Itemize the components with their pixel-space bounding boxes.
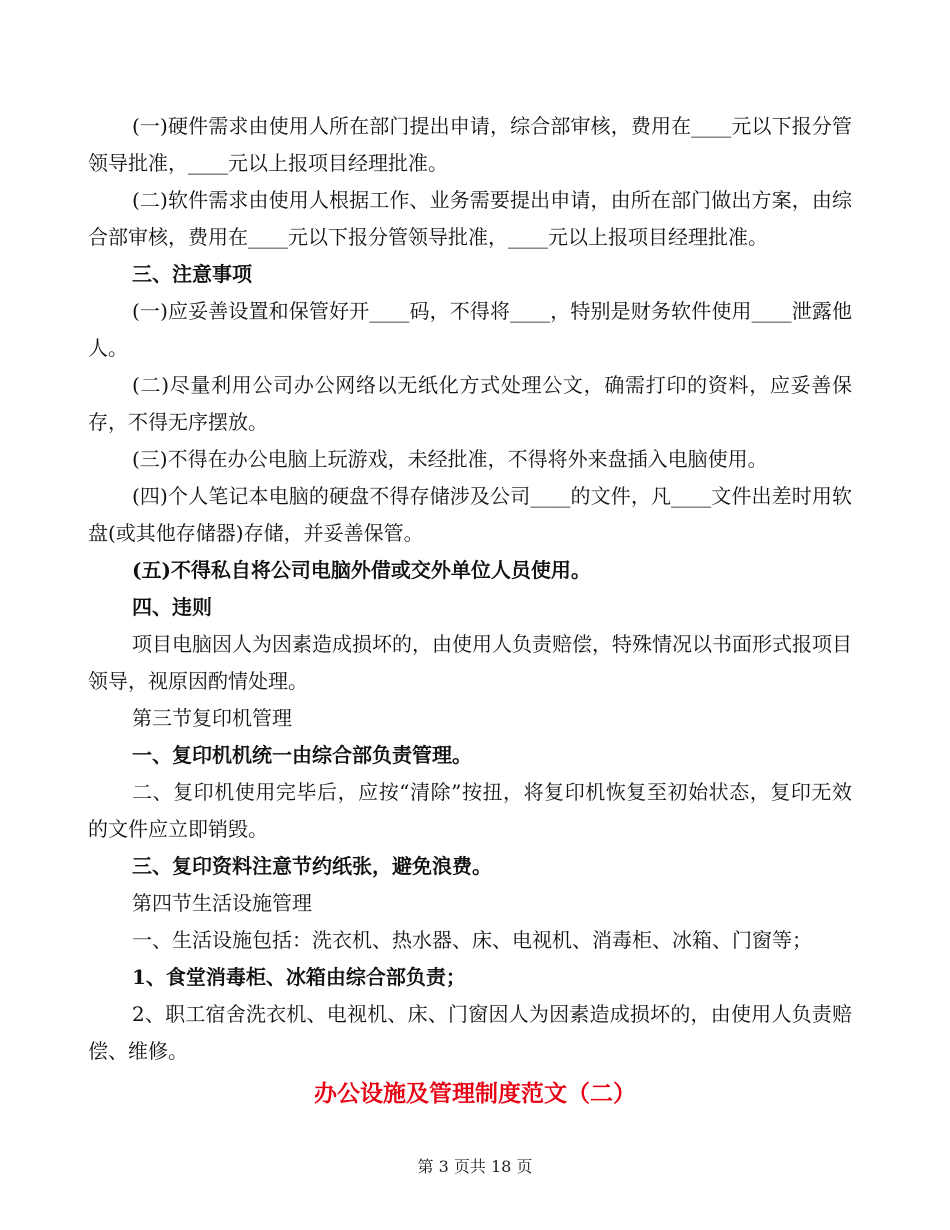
paragraph-dormitory: 2、职工宿舍洗衣机、电视机、床、门窗因人为因素造成损坏的，由使用人负责赔偿、维修。	[88, 1002, 852, 1063]
paragraph-paperless: (二)尽量利用公司办公网络以无纸化方式处理公文，确需打印的资料，应妥善保存，不得无序摆放。	[88, 373, 852, 434]
paragraph-canteen: 1、食堂消毒柜、冰箱由综合部负责；	[132, 965, 466, 989]
paragraph-software-request: (二)软件需求由使用人根据工作、业务需要提出申请，由所在部门做出方案，由综合部审核，费用在____元以下报分管领导批准，____元以上报项目经理批准。	[88, 188, 852, 249]
paragraph-no-games: (三)不得在办公电脑上玩游戏，未经批准，不得将外来盘插入电脑使用。	[132, 447, 768, 471]
paragraph-facilities-list: 一、生活设施包括：洗衣机、热水器、床、电视机、消毒柜、冰箱、门窗等；	[132, 928, 812, 952]
page-number: 第 3 页共 18 页	[417, 1157, 533, 1176]
paragraph-copier-reset: 二、复印机使用完毕后，应按“清除”按扭，将复印机恢复至初始状态，复印无效的文件应立即销毁。	[88, 780, 852, 841]
paragraph-no-lending: (五)不得私自将公司电脑外借或交外单位人员使用。	[132, 558, 591, 582]
paragraph-password: (一)应妥善设置和保管好开____码，不得将____，特别是财务软件使用____泄露他人。	[88, 299, 852, 360]
heading-copier-section: 第三节复印机管理	[132, 706, 292, 730]
paragraph-hardware-request: (一)硬件需求由使用人所在部门提出申请，综合部审核，费用在____元以下报分管领导批准，____元以上报项目经理批准。	[88, 114, 852, 175]
section-title: 办公设施及管理制度范文（二）	[314, 1081, 636, 1107]
paragraph-laptop-storage: (四)个人笔记本电脑的硬盘不得存储涉及公司____的文件，凡____文件出差时用软盘(或其他存储器)存储，并妥善保管。	[88, 484, 852, 545]
paragraph-damage-compensation: 项目电脑因人为因素造成损坏的，由使用人负责赔偿，特殊情况以书面形式报项目领导，视原因酌情处理。	[88, 632, 852, 693]
paragraph-save-paper: 三、复印资料注意节约纸张，避免浪费。	[132, 854, 492, 878]
document-body	[88, 108, 852, 1070]
heading-violations: 四、违则	[132, 595, 212, 619]
paragraph-copier-management: 一、复印机机统一由综合部负责管理。	[132, 743, 472, 767]
heading-notes: 三、注意事项	[132, 262, 252, 286]
heading-living-facilities-section: 第四节生活设施管理	[132, 891, 312, 915]
